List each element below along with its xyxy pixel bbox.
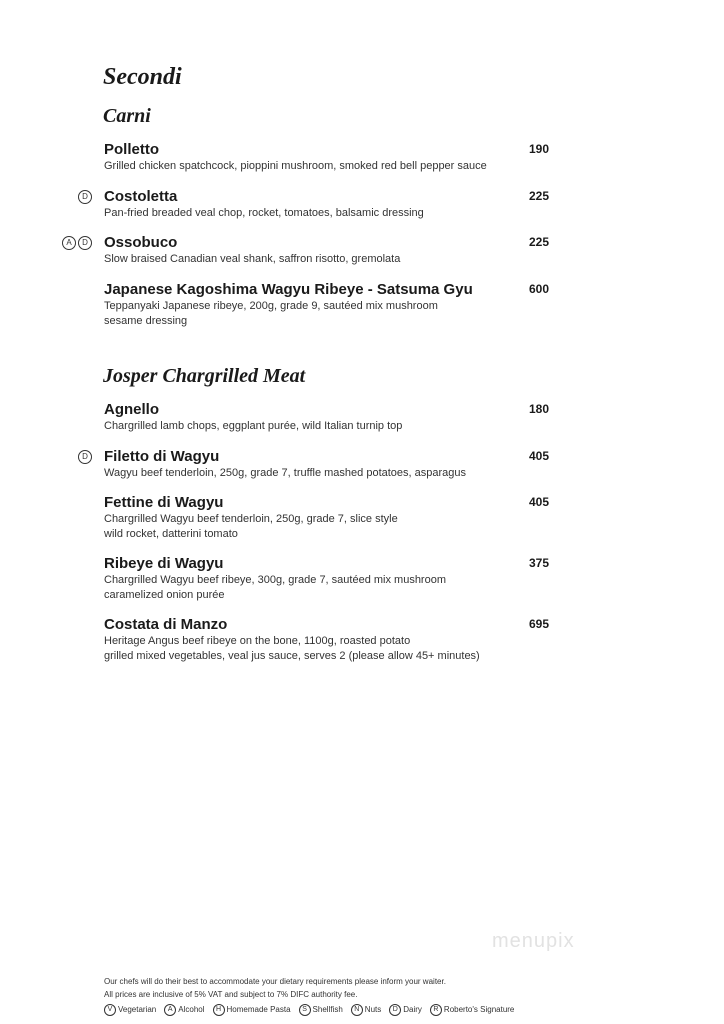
shellfish-icon: S [299, 1004, 311, 1016]
dairy-icon: D [78, 236, 92, 250]
item-description: Wagyu beef tenderloin, 250g, grade 7, truffle mashed potatoes, asparagus [104, 467, 467, 479]
item-price: 180 [529, 402, 550, 416]
item-price: 190 [529, 142, 550, 156]
legend-item: S Shellfish [299, 1003, 343, 1016]
alcohol-icon: A [62, 236, 76, 250]
item-price: 600 [529, 282, 550, 296]
legend-item: D Dairy [389, 1003, 422, 1016]
item-name: Costoletta [104, 188, 178, 205]
dietary-badges [62, 236, 92, 250]
item-description: Teppanyaki Japanese ribeye, 200g, grade 9, sautéed mix mushroom sesame dressing [104, 300, 438, 327]
legend-item: H Homemade Pasta [213, 1003, 291, 1016]
item-description: Chargrilled lamb chops, eggplant purée, wild Italian turnip top [104, 420, 403, 432]
section-heading-carni: Carni [103, 105, 151, 127]
signature-icon: R [430, 1004, 442, 1016]
alcohol-icon: A [164, 1004, 176, 1016]
item-description: Grilled chicken spatchcock, pioppini mushroom, smoked red bell pepper sauce [104, 160, 487, 172]
dairy-icon: D [78, 190, 92, 204]
legend [104, 1003, 624, 1016]
item-price: 375 [529, 556, 550, 570]
legend-item: N Nuts [351, 1003, 381, 1016]
legend-item: A Alcohol [164, 1003, 204, 1016]
nuts-icon: N [351, 1004, 363, 1016]
item-price: 405 [529, 495, 550, 509]
item-name: Japanese Kagoshima Wagyu Ribeye - Satsuma Gyu [104, 281, 473, 298]
page-title: Secondi [103, 64, 182, 90]
section-heading-josper: Josper Chargrilled Meat [103, 365, 306, 387]
footer-notes [104, 975, 624, 1016]
item-name: Agnello [104, 401, 159, 418]
legend-item: R Roberto's Signature [430, 1003, 514, 1016]
legend-item: V Vegetarian [104, 1003, 156, 1016]
item-price: 225 [529, 235, 550, 249]
item-name: Ribeye di Wagyu [104, 555, 224, 572]
dairy-icon: D [78, 450, 92, 464]
item-description: Heritage Angus beef ribeye on the bone, 1100g, roasted potato grilled mixed vegetables, veal jus sauce, serves 2 (please allow 45+ minutes) [104, 635, 480, 662]
vegetarian-icon: V [104, 1004, 116, 1016]
item-description: Pan-fried breaded veal chop, rocket, tomatoes, balsamic dressing [104, 207, 424, 219]
item-name: Polletto [104, 141, 159, 158]
dietary-badges [78, 450, 92, 464]
dietary-badges [78, 190, 92, 204]
item-price: 225 [529, 189, 550, 203]
watermark-logo: menupix [492, 930, 575, 952]
item-price: 405 [529, 449, 550, 463]
item-name: Filetto di Wagyu [104, 448, 220, 465]
item-name: Fettine di Wagyu [104, 494, 224, 511]
item-name: Costata di Manzo [104, 616, 228, 633]
item-name: Ossobuco [104, 234, 178, 251]
dietary-note: Our chefs will do their best to accommodate your dietary requirements please inform your waiter. [104, 977, 446, 986]
item-description: Chargrilled Wagyu beef tenderloin, 250g, grade 7, slice style wild rocket, datterini tomato [104, 513, 398, 540]
item-description: Chargrilled Wagyu beef ribeye, 300g, grade 7, sautéed mix mushroom caramelized onion purée [104, 574, 446, 601]
dairy-icon: D [389, 1004, 401, 1016]
item-description: Slow braised Canadian veal shank, saffron risotto, gremolata [104, 253, 401, 265]
homemade-pasta-icon: H [213, 1004, 225, 1016]
price-note: All prices are inclusive of 5% VAT and subject to 7% DIFC authority fee. [104, 990, 358, 999]
item-price: 695 [529, 617, 550, 631]
